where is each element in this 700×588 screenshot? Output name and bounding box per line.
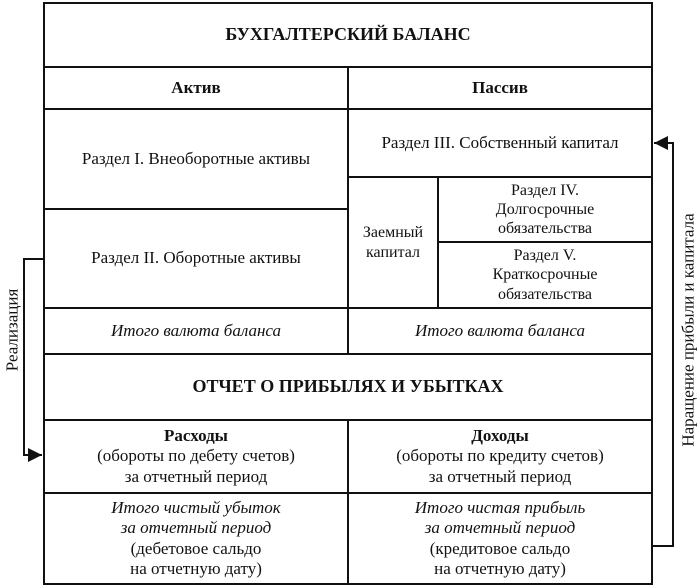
total-assets <box>44 308 348 354</box>
borrowed-capital-line-1: Заемный <box>362 224 424 242</box>
balance-sheet-title <box>44 3 652 67</box>
income-title: Доходы <box>471 425 529 445</box>
income-statement-title <box>44 354 652 420</box>
right-arrow-label: Наращение прибыли и капитала <box>678 213 698 447</box>
section-4-line-3: обязательства <box>497 220 593 238</box>
income-statement-title-text: ОТЧЕТ О ПРИБЫЛЯХ И УБЫТКАХ <box>192 376 504 397</box>
assets-header <box>44 67 348 109</box>
net-profit-cell <box>348 493 652 584</box>
net-loss-line-2: за отчетный период <box>120 518 272 538</box>
section-5-line-2: Краткосрочные <box>492 266 598 284</box>
net-loss-line-4: на отчетную дату) <box>130 558 262 578</box>
expenses-title: Расходы <box>164 425 228 445</box>
income-line-1: (обороты по кредиту счетов) <box>396 446 604 466</box>
net-profit-line-2: за отчетный период <box>424 518 576 538</box>
section-2-current-assets <box>44 209 348 308</box>
section-1-text: Раздел I. Внеоборотные активы <box>81 148 311 168</box>
total-liabilities <box>348 308 652 354</box>
assets-header-text: Актив <box>171 77 221 97</box>
section-2-text: Раздел II. Оборотные активы <box>91 248 301 268</box>
expenses-line-2: за отчетный период <box>124 466 268 486</box>
total-liabilities-text: Итого валюта баланса <box>414 320 586 340</box>
borrowed-capital-line-2: капитал <box>366 243 420 261</box>
expenses-cell <box>44 420 348 493</box>
section-5-line-1: Раздел V. <box>513 247 577 265</box>
section-4-line-2: Долгосрочные <box>495 200 595 218</box>
section-4-line-1: Раздел IV. <box>510 181 580 199</box>
right-arrow <box>652 143 673 546</box>
liabilities-header-text: Пассив <box>472 77 528 97</box>
section-1-noncurrent-assets <box>44 109 348 209</box>
net-loss-cell <box>44 493 348 584</box>
net-profit-line-3: (кредитовое сальдо <box>429 538 571 558</box>
section-5-line-3: обязательства <box>497 285 593 303</box>
net-profit-line-1: Итого чистая прибыль <box>414 497 586 517</box>
expenses-line-1: (обороты по дебету счетов) <box>97 446 295 466</box>
balance-sheet-title-text: БУХГАЛТЕРСКИЙ БАЛАНС <box>225 24 471 45</box>
section-5-short-term-liabilities <box>438 242 652 308</box>
section-3-equity <box>348 109 652 177</box>
net-loss-line-1: Итого чистый убыток <box>111 497 281 517</box>
section-3-text: Раздел III. Собственный капитал <box>381 132 619 152</box>
section-4-long-term-liabilities <box>438 177 652 242</box>
income-line-2: за отчетный период <box>428 466 572 486</box>
income-cell <box>348 420 652 493</box>
net-loss-line-3: (дебетовое сальдо <box>130 538 262 558</box>
total-assets-text: Итого валюта баланса <box>110 320 282 340</box>
net-profit-line-4: на отчетную дату) <box>434 558 566 578</box>
borrowed-capital <box>348 177 438 308</box>
left-arrow-label: Реализация <box>2 288 22 372</box>
left-arrow <box>24 259 44 455</box>
liabilities-header <box>348 67 652 109</box>
